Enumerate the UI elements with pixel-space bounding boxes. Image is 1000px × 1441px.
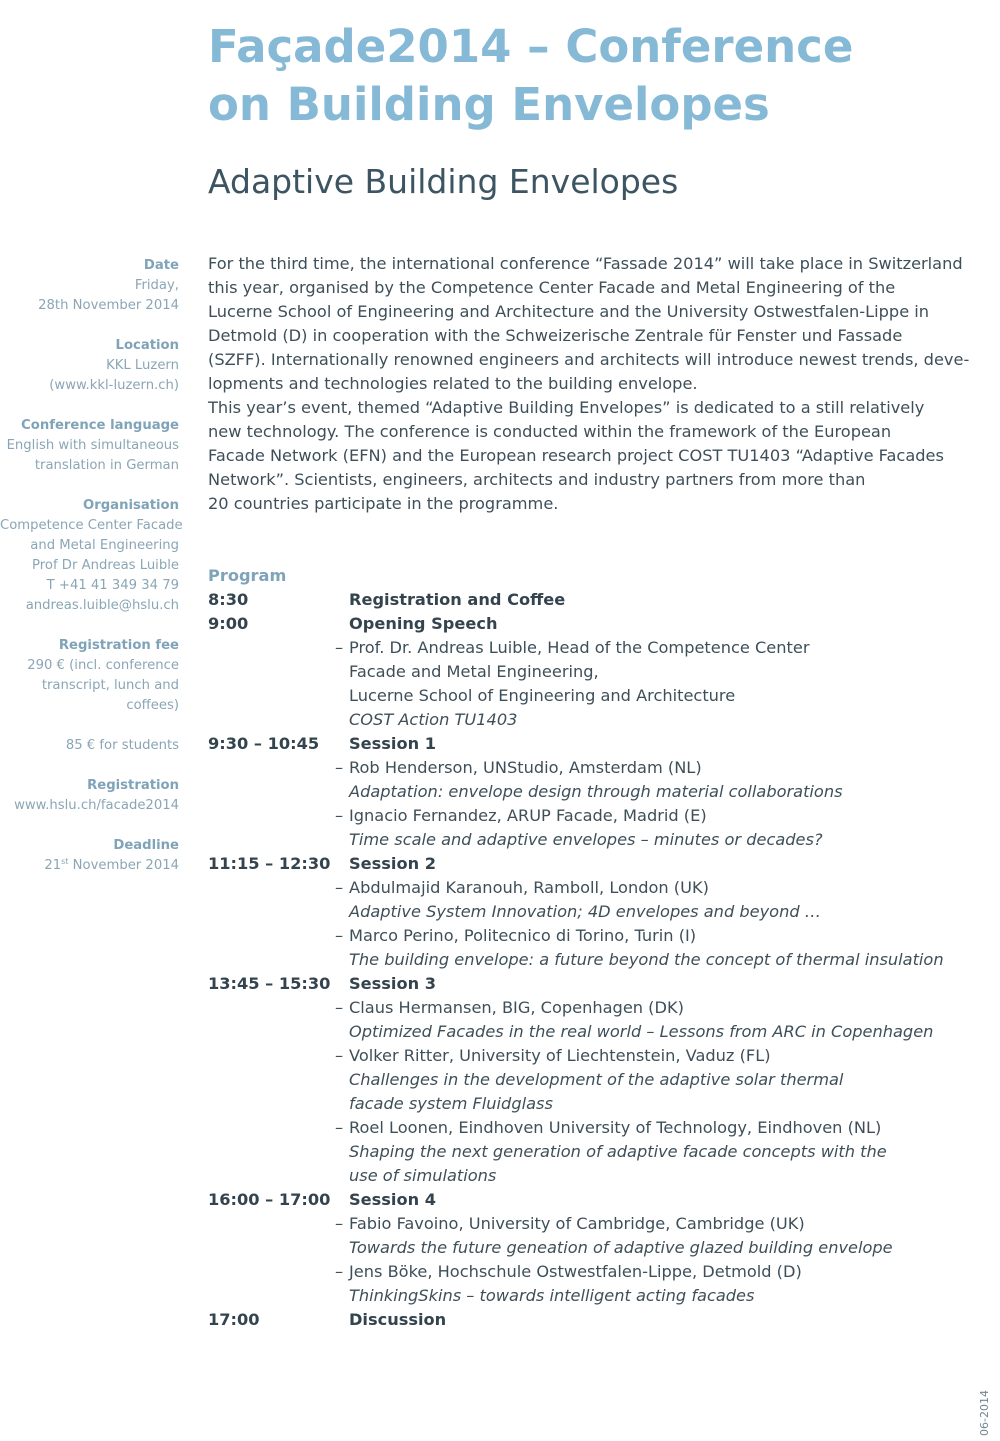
talk-title: facade system Fluidglass [349,1094,553,1113]
talk-row [208,1140,988,1164]
date-value: Friday, [134,278,179,293]
title-line: on Building Envelopes [208,78,770,131]
intro-line: lopments and technologies related to the building envelope. [208,374,698,393]
registration-block [0,776,179,816]
speaker-name: Volker Ritter, University of Liechtenstein, Vaduz (FL) [349,1046,771,1065]
talk-title: Challenges in the development of the adaptive solar thermal [349,1070,844,1089]
page-title [208,18,968,134]
speaker-name: Roel Loonen, Eindhoven University of Technology, Eindhoven (NL) [349,1118,882,1137]
talk-title: Towards the future geneation of adaptive glazed building envelope [349,1238,893,1257]
talk-title: ThinkingSkins – towards intelligent acting facades [349,1286,755,1305]
date-value: 28th November 2014 [38,298,179,313]
speaker-row [208,996,988,1020]
program-list [208,588,988,1332]
talk-row [208,708,988,732]
speaker-name: Facade and Metal Engineering, [349,662,599,681]
slot-title: Session 3 [349,974,436,993]
talk-row [208,948,988,972]
title-line: Façade2014 – Conference [208,20,854,73]
talk-title: use of simulations [349,1166,497,1185]
organisation-value: Competence Center Facade [0,518,183,533]
speaker-row [208,1116,988,1140]
fee-label: Registration fee [58,638,179,653]
talk-row [208,828,988,852]
speaker-name: Fabio Favoino, University of Cambridge, Cambridge (UK) [349,1214,805,1233]
document-code: 06-2014 [978,1390,991,1436]
speaker-row [208,660,988,684]
list-dash: – [335,1046,344,1065]
list-dash: – [335,1118,344,1137]
slot-time: 9:30 – 10:45 [208,734,320,753]
organisation-contact: Prof Dr Andreas Luible [32,558,179,573]
talk-title: Adaptation: envelope design through material collaborations [349,782,843,801]
speaker-row [208,636,988,660]
talk-title: The building envelope: a future beyond the concept of thermal insulation [349,950,944,969]
speaker-row [208,684,988,708]
organisation-phone: T +41 41 349 34 79 [46,578,179,593]
date-block [0,256,179,316]
location-link[interactable]: (www.kkl-luzern.ch) [49,378,179,393]
registration-link[interactable]: www.hslu.ch/facade2014 [14,798,179,813]
organisation-email[interactable]: andreas.luible@hslu.ch [25,598,179,613]
intro-line: This year’s event, themed “Adaptive Building Envelopes” is dedicated to a still relatively [208,398,925,417]
deadline-value [0,856,179,876]
registration-label: Registration [87,778,179,793]
intro-line: 20 countries participate in the programme. [208,494,559,513]
fee-value: 290 € (incl. conference [27,658,179,673]
speaker-name: Jens Böke, Hochschule Ostwestfalen-Lippe, Detmold (D) [349,1262,802,1281]
speaker-name: Marco Perino, Politecnico di Torino, Turin (I) [349,926,697,945]
list-dash: – [335,878,344,897]
deadline-ordinal: st [61,857,69,866]
organisation-block [0,496,183,616]
slot-title: Opening Speech [349,614,498,633]
speaker-row [208,1260,988,1284]
deadline-day: 21 [44,858,62,873]
speaker-name: Abdulmajid Karanouh, Ramboll, London (UK) [349,878,709,897]
talk-title: COST Action TU1403 [349,710,518,729]
slot-title: Session 2 [349,854,436,873]
talk-row [208,1236,988,1260]
list-dash: – [335,926,344,945]
organisation-value: and Metal Engineering [30,538,179,553]
talk-row [208,1092,988,1116]
program-slot [208,732,988,756]
list-dash: – [335,806,344,825]
speaker-row [208,804,988,828]
intro-line: Network”. Scientists, engineers, architects and industry partners from more than [208,470,866,489]
speaker-row [208,876,988,900]
list-dash: – [335,1262,344,1281]
intro-line: Facade Network (EFN) and the European research project COST TU1403 “Adaptive Facades [208,446,944,465]
location-block [0,336,179,396]
deadline-label: Deadline [113,838,179,853]
location-value: KKL Luzern [106,358,179,373]
speaker-row [208,1044,988,1068]
talk-title: Shaping the next generation of adaptive facade concepts with the [349,1142,887,1161]
speaker-row [208,924,988,948]
program-slot [208,588,988,612]
intro-paragraph [208,252,988,516]
slot-time: 11:15 – 12:30 [208,854,331,873]
talk-title: Adaptive System Innovation; 4D envelopes and beyond … [349,902,821,921]
program [208,564,988,1332]
page-subtitle: Adaptive Building Envelopes [208,162,679,201]
list-dash: – [335,998,344,1017]
slot-title: Session 1 [349,734,436,753]
slot-time: 17:00 [208,1310,260,1329]
talk-row [208,1284,988,1308]
program-slot [208,972,988,996]
program-slot [208,1188,988,1212]
talk-row [208,1020,988,1044]
fee-value: coffees) [126,698,179,713]
deadline-block [0,836,179,876]
talk-row [208,900,988,924]
talk-title: Time scale and adaptive envelopes – minutes or decades? [349,830,823,849]
intro-line: (SZFF). Internationally renowned engineers and architects will introduce newest trends, deve- [208,350,970,369]
fee-value: transcript, lunch and [41,678,179,693]
speaker-name: Prof. Dr. Andreas Luible, Head of the Competence Center [349,638,810,657]
intro-line: Detmold (D) in cooperation with the Schweizerische Zentrale für Fenster und Fassade [208,326,903,345]
slot-title: Discussion [349,1310,447,1329]
organisation-label: Organisation [83,498,179,513]
deadline-rest: November 2014 [68,858,179,873]
speaker-row [208,1212,988,1236]
student-fee: 85 € for students [65,738,179,753]
slot-time: 8:30 [208,590,249,609]
program-slot [208,1308,988,1332]
slot-time: 13:45 – 15:30 [208,974,331,993]
program-slot [208,852,988,876]
talk-row [208,780,988,804]
list-dash: – [335,638,344,657]
intro-line: Lucerne School of Engineering and Architecture and the University Ostwestfalen-Lippe in [208,302,930,321]
sidebar-info [0,256,183,896]
speaker-name: Claus Hermansen, BIG, Copenhagen (DK) [349,998,684,1017]
speaker-row [208,756,988,780]
slot-time: 9:00 [208,614,249,633]
list-dash: – [335,758,344,777]
list-dash: – [335,1214,344,1233]
speaker-name: Lucerne School of Engineering and Architecture [349,686,736,705]
talk-title: Optimized Facades in the real world – Lessons from ARC in Copenhagen [349,1022,934,1041]
slot-title: Registration and Coffee [349,590,566,609]
talk-row [208,1164,988,1188]
slot-time: 16:00 – 17:00 [208,1190,331,1209]
language-label: Conference language [21,418,179,433]
location-label: Location [115,338,179,353]
slot-title: Session 4 [349,1190,436,1209]
speaker-name: Rob Henderson, UNStudio, Amsterdam (NL) [349,758,702,777]
student-fee-block [0,736,179,756]
speaker-name: Ignacio Fernandez, ARUP Facade, Madrid (E) [349,806,707,825]
date-label: Date [143,258,179,273]
language-value: translation in German [34,458,179,473]
language-value: English with simultaneous [6,438,179,453]
program-slot [208,612,988,636]
intro-line: For the third time, the international conference “Fassade 2014” will take place in Switzerland [208,254,963,273]
language-block [0,416,179,476]
intro-line: this year, organised by the Competence Center Facade and Metal Engineering of the [208,278,896,297]
intro-line: new technology. The conference is conducted within the framework of the European [208,422,892,441]
program-heading: Program [208,566,287,585]
fee-block [0,636,179,716]
talk-row [208,1068,988,1092]
